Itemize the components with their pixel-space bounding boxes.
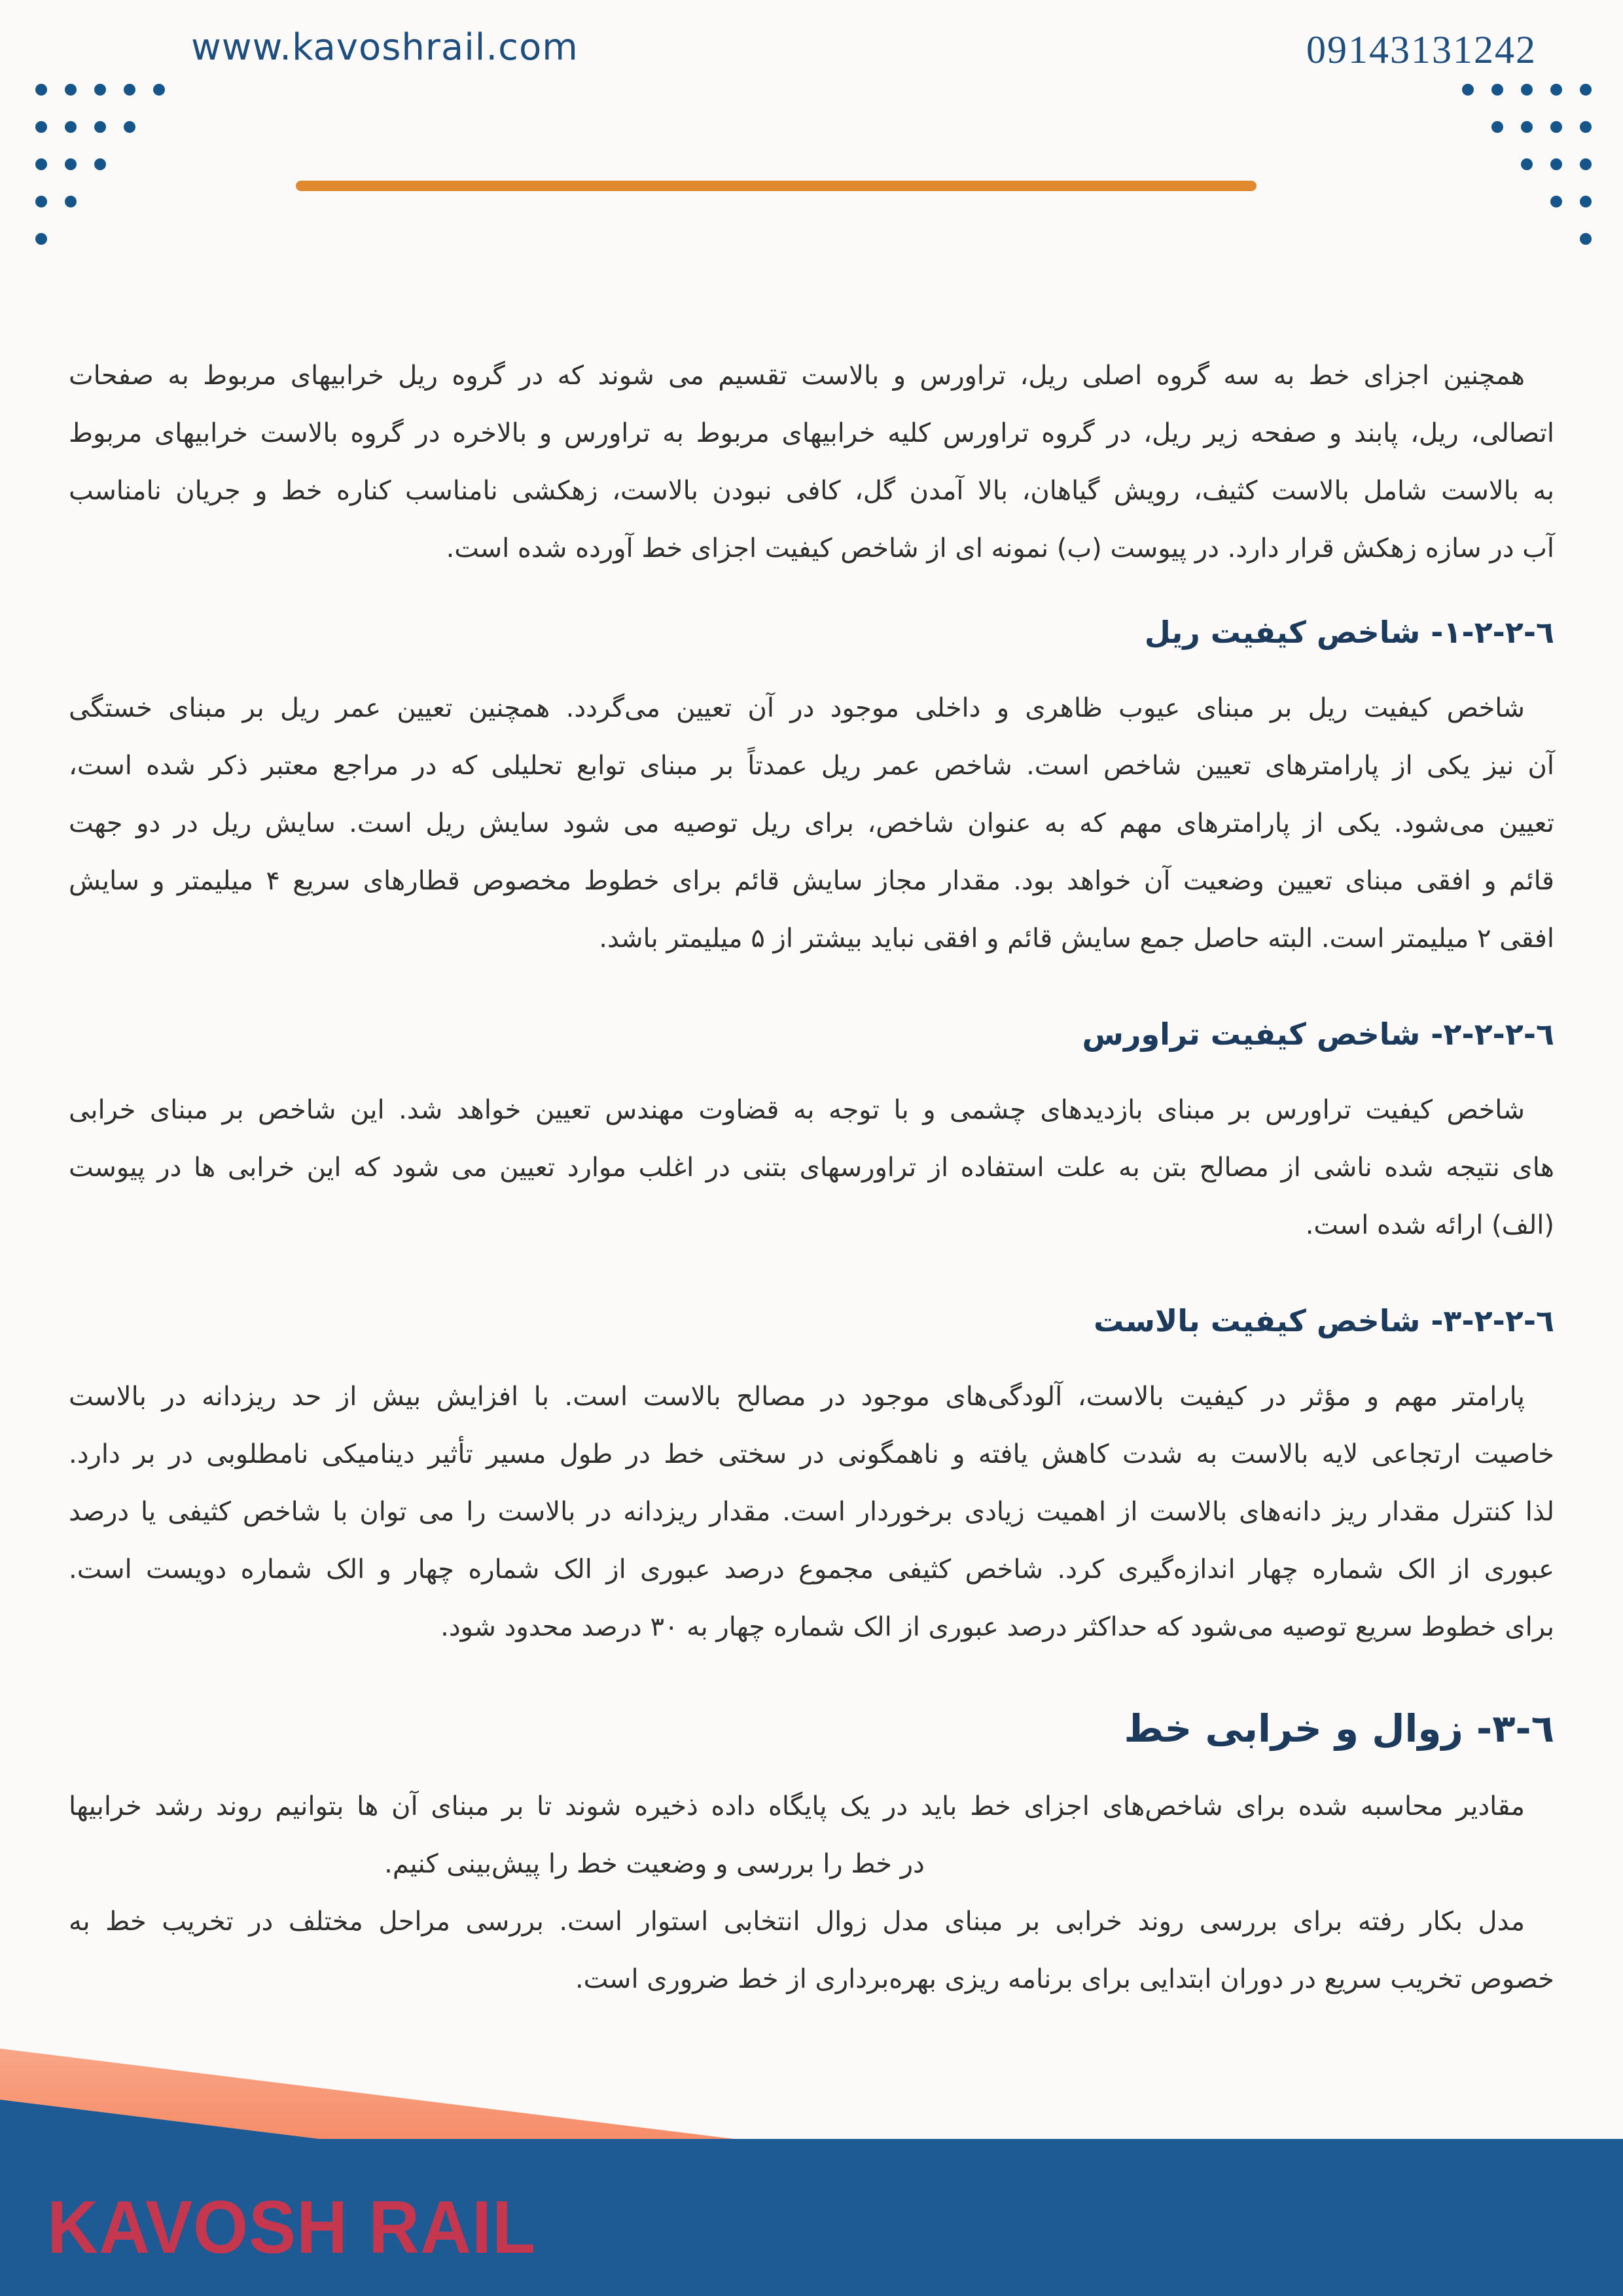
dot-icon (153, 84, 165, 96)
text-line: (الف) ارائه شده است. (1305, 1210, 1554, 1240)
dot-icon (35, 233, 47, 245)
dot-icon (65, 158, 77, 170)
dot-row (35, 233, 47, 245)
text-line: پارامتر مهم و مؤثر در کیفیت بالاست، آلودگی‌های موجود در مصالح بالاست است. با افزایش بیش از حد ریزدانه در بالاست (69, 1382, 1525, 1412)
dot-icon (35, 121, 47, 133)
dot-row (35, 84, 165, 96)
text-line: های نتیجه شده ناشی از مصالح بتن به علت استفاده از تراورسهای بتنی در اغلب موارد تعیین می شود که این خرابی ها در پیوست (69, 1153, 1554, 1183)
dot-row (35, 196, 77, 207)
dot-icon (35, 84, 47, 96)
dot-icon (1580, 196, 1592, 207)
dot-row (1550, 196, 1592, 207)
dot-icon (1521, 84, 1533, 96)
dot-icon (1550, 158, 1562, 170)
dot-row (1462, 84, 1592, 96)
dot-row (1521, 158, 1592, 170)
heading-ballast-quality-index: ٦-٢-٢-٣- شاخص کیفیت بالاست (1094, 1303, 1554, 1338)
text-line: تعیین می‌شود. یکی از پارامترهای مهم که به عنوان شاخص، برای ریل توصیه می شود سایش ریل است. سایش ریل در دو جهت (69, 808, 1554, 838)
paragraph-deterioration-model (69, 1893, 1554, 2008)
paragraph-ballast-quality (69, 1368, 1554, 1656)
text-line: برای خطوط سریع توصیه می‌شود که حداکثر درصد عبوری از الک شماره چهار به ۳۰ درصد محدود شود. (440, 1612, 1554, 1642)
dot-icon (1521, 158, 1533, 170)
header-divider-line (296, 181, 1257, 191)
website-url[interactable]: www.kavoshrail.com (191, 26, 579, 69)
dot-icon (94, 84, 106, 96)
text-line: آب در سازه زهکش قرار دارد. در پیوست (ب) نمونه ای از شاخص کیفیت اجزای خط آورده شده است. (446, 533, 1554, 564)
text-line: شاخص کیفیت ریل بر مبنای عیوب ظاهری و داخلی موجود در آن تعیین می‌گردد. همچنین تعیین عمر ریل بر مبنای خستگی (69, 693, 1525, 723)
text-line: خصوص تخریب سریع در دوران ابتدایی برای برنامه ریزی بهره‌برداری از خط ضروری است. (575, 1964, 1554, 1994)
text-line: شاخص کیفیت تراورس بر مبنای بازدیدهای چشمی و با توجه به قضاوت مهندس تعیین خواهد شد. این شاخص بر مبنای خرابی (69, 1095, 1525, 1125)
heading-track-deterioration: ٦-٣- زوال و خرابی خط (1124, 1706, 1554, 1751)
heading-sleeper-quality-index: ٦-٢-٢-٢- شاخص کیفیت تراورس (1082, 1016, 1554, 1052)
text-line: خاصیت ارتجاعی لایه بالاست به شدت کاهش یافته و ناهمگونی در سختی خط در طول مسیر تأثیر دینامیکی نامطلوبی در بر دارد. (69, 1439, 1554, 1469)
dot-icon (1580, 158, 1592, 170)
dot-icon (1491, 84, 1503, 96)
phone-number: 09143131242 (1306, 28, 1537, 71)
dot-row (1580, 233, 1592, 245)
dot-icon (35, 158, 47, 170)
dot-row (1491, 121, 1592, 133)
document-content (69, 347, 1554, 2008)
dot-icon (1580, 121, 1592, 133)
text-line: قائم و افقی مبنای تعیین وضعیت آن خواهد بود. مقدار مجاز سایش قائم برای خطوط مخصوص قطارهای سریع ۴ میلیمتر و سایش (69, 866, 1554, 896)
paragraph-rail-quality (69, 679, 1554, 967)
dot-icon (124, 84, 135, 96)
text-line: به بالاست شامل بالاست کثیف، رویش گیاهان، بالا آمدن گل، کافی نبودن بالاست، زهکشی نامناسب کناره خط و جریان نامناسب (69, 476, 1554, 506)
dot-icon (35, 196, 47, 207)
text-line: عبوری از الک شماره چهار اندازه‌گیری کرد. شاخص کثیفی مجموع درصد عبوری از الک شماره چهار و الک شماره دویست است. (69, 1554, 1554, 1585)
heading-rail-quality-index: ٦-٢-٢-١- شاخص کیفیت ریل (1144, 615, 1554, 650)
dot-icon (1521, 121, 1533, 133)
paragraph-sleeper-quality (69, 1081, 1554, 1254)
dot-icon (94, 158, 106, 170)
dot-row (35, 121, 135, 133)
text-line: لذا کنترل مقدار ریز دانه‌های بالاست از اهمیت زیادی برخوردار است. مقدار ریزدانه در بالاست را می توان با شاخص کثیفی یا درصد (69, 1497, 1554, 1527)
text-line: مدل بکار رفته برای بررسی روند خرابی بر مبنای مدل زوال انتخابی استوار است. بررسی مراحل مختلف در تخریب خط به (69, 1907, 1525, 1937)
text-line: افقی ۲ میلیمتر است. البته حاصل جمع سایش قائم و افقی نباید بیشتر از ۵ میلیمتر باشد. (599, 924, 1554, 954)
dot-icon (1462, 84, 1474, 96)
dot-icon (124, 121, 135, 133)
dot-icon (1550, 196, 1562, 207)
text-line: همچنین اجزای خط به سه گروه اصلی ریل، تراورس و بالاست تقسیم می شوند که در گروه ریل خرابیهای مربوط به صفحات (69, 361, 1525, 391)
paragraph-index-database (69, 1778, 1554, 1893)
dot-row (35, 158, 106, 170)
dot-icon (65, 121, 77, 133)
dot-icon (1550, 84, 1562, 96)
footer (0, 2021, 1623, 2296)
dot-icon (65, 84, 77, 96)
dot-icon (1580, 84, 1592, 96)
text-line: مقادیر محاسبه شده برای شاخص‌های اجزای خط باید در یک پایگاه داده ذخیره شوند تا بر مبنای آن ها بتوانیم روند رشد خرابیها (69, 1791, 1525, 1821)
dot-icon (1550, 121, 1562, 133)
dots-decoration-right (1462, 84, 1592, 245)
paragraph-track-components (69, 347, 1554, 577)
text-line: آن نیز یکی از پارامترهای تعیین شاخص است. شاخص عمر ریل عمدتاً بر مبنای توابع تحلیلی که در مراجع معتبر ذکر شده است، (69, 751, 1554, 781)
dot-icon (1580, 233, 1592, 245)
dot-icon (94, 121, 106, 133)
text-line: در خط را بررسی و وضعیت خط را پیش‌بینی کنیم. (384, 1849, 925, 1879)
dot-icon (65, 196, 77, 207)
text-line: اتصالی، ریل، پابند و صفحه زیر ریل، در گروه تراورس کلیه خرابیهای مربوط به تراورس و بالاخره در گروه بالاست خرابیهای مربوط (69, 418, 1554, 448)
brand-logo-text: KAVOSH RAIL (47, 2185, 537, 2269)
dot-icon (1491, 121, 1503, 133)
dots-decoration-left (35, 84, 165, 245)
